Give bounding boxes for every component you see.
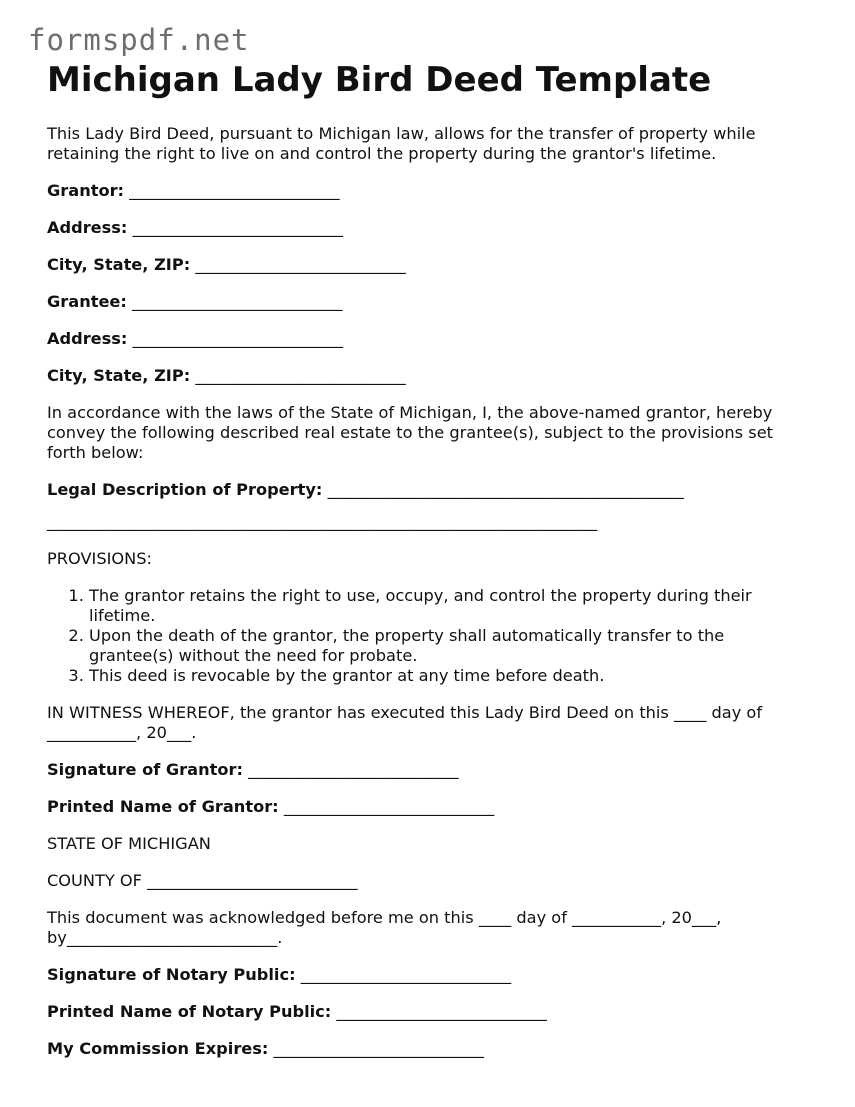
field-label: Signature of Notary Public: xyxy=(47,965,296,984)
field-label: City, State, ZIP: xyxy=(47,366,191,385)
provisions-heading: PROVISIONS: xyxy=(47,549,152,568)
field-label: Address: xyxy=(47,218,128,237)
fill-in-blank: __________________________ xyxy=(195,255,406,274)
document-title: Michigan Lady Bird Deed Template xyxy=(47,60,712,100)
state-line: STATE OF MICHIGAN xyxy=(47,834,211,853)
fill-in-blank: ____________________________________________ xyxy=(327,480,684,499)
provision-item: 1. The grantor retains the right to use, occupy, and control the property during their lifetime. xyxy=(89,586,812,626)
acknowledgement-paragraph[interactable]: This document was acknowledged before me on this ____ day of ___________, 20___, by__________________________. xyxy=(47,908,722,947)
fill-in-blank: __________________________ xyxy=(300,965,512,984)
legal-description-field[interactable] xyxy=(47,480,812,500)
field-label: Legal Description of Property: xyxy=(47,480,323,499)
notary-signature-field[interactable] xyxy=(47,965,812,985)
field-label: City, State, ZIP: xyxy=(47,255,191,274)
provisions-list xyxy=(47,586,812,686)
field-label: Grantee: xyxy=(47,292,127,311)
witness-paragraph[interactable]: IN WITNESS WHEREOF, the grantor has executed this Lady Bird Deed on this ____ day of ___________, 20___. xyxy=(47,703,763,742)
grantor-signature-field[interactable] xyxy=(47,760,812,780)
intro-paragraph: This Lady Bird Deed, pursuant to Michigan law, allows for the transfer of property while retaining the right to live on and control the property during the grantor's lifetime. xyxy=(47,124,756,163)
field-label: Signature of Grantor: xyxy=(47,760,243,779)
field-label: Printed Name of Notary Public: xyxy=(47,1002,332,1021)
field-label: Address: xyxy=(47,329,128,348)
grantor-printed-name-field[interactable] xyxy=(47,797,812,817)
fill-in-blank: __________________________ xyxy=(248,760,459,779)
fill-in-blank: __________________________ xyxy=(129,181,340,200)
grantee-name-field[interactable] xyxy=(47,292,812,312)
grantor-address-field[interactable] xyxy=(47,218,812,238)
notary-printed-name-field[interactable] xyxy=(47,1002,812,1022)
fill-in-blank: __________________________ xyxy=(132,292,343,311)
watermark: formspdf.net xyxy=(28,23,250,57)
commission-expires-field[interactable] xyxy=(47,1039,812,1059)
fill-in-blank: __________________________ xyxy=(132,329,344,348)
grantee-address-field[interactable] xyxy=(47,329,812,349)
fill-in-blank: __________________________ xyxy=(273,1039,484,1058)
field-label: Printed Name of Grantor: xyxy=(47,797,279,816)
fill-in-blank: __________________________ xyxy=(283,797,495,816)
legal-description-continuation-line[interactable]: ____________________________________________________________________ xyxy=(47,512,598,531)
provision-item: 2. Upon the death of the grantor, the property shall automatically transfer to the grantee(s) without the need for probate. xyxy=(89,626,812,666)
provision-item: 3. This deed is revocable by the grantor at any time before death. xyxy=(89,666,812,686)
field-label: My Commission Expires: xyxy=(47,1039,269,1058)
grantee-city-state-zip-field[interactable] xyxy=(47,366,812,386)
deed-body xyxy=(47,124,812,1076)
conveyance-paragraph: In accordance with the laws of the State of Michigan, I, the above-named grantor, hereby convey the following described real estate to the grantee(s), subject to the provisions set forth below: xyxy=(47,403,773,462)
grantor-city-state-zip-field[interactable] xyxy=(47,255,812,275)
fill-in-blank: __________________________ xyxy=(195,366,406,385)
county-line[interactable]: COUNTY OF __________________________ xyxy=(47,871,358,890)
fill-in-blank: __________________________ xyxy=(132,218,344,237)
grantor-name-field[interactable] xyxy=(47,181,812,201)
field-label: Grantor: xyxy=(47,181,125,200)
fill-in-blank: __________________________ xyxy=(336,1002,547,1021)
